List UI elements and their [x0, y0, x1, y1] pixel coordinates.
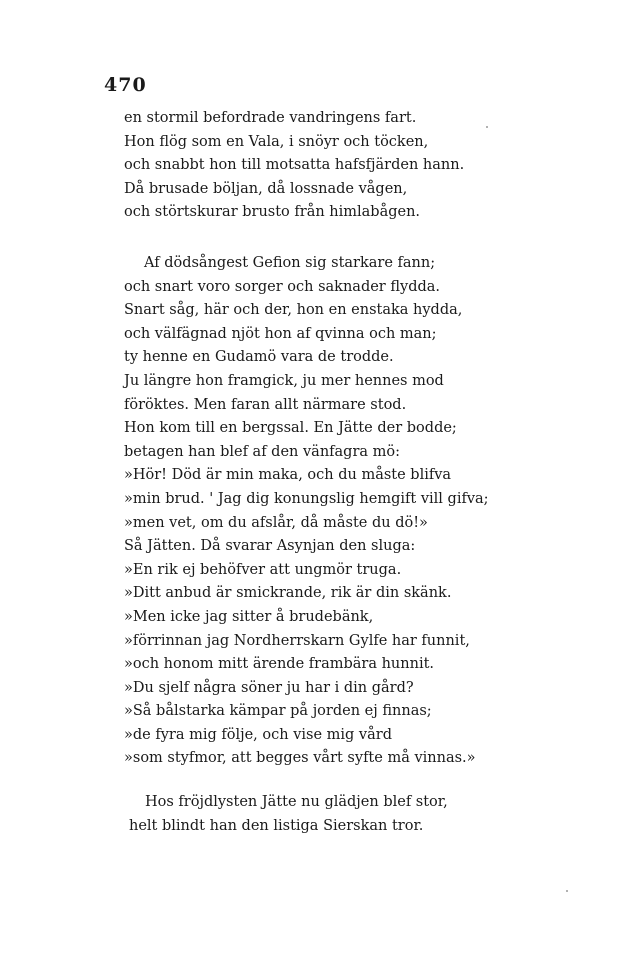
verse-line: en stormil befordrade vandringens fart.	[124, 110, 417, 126]
verse-line: »Men icke jag sitter å brudebänk,	[124, 608, 374, 625]
verse-line: och snabbt hon till motsatta hafsfjärden hann.	[124, 157, 465, 174]
verse-line: »Hör! Död är min maka, och du måste blifva	[124, 467, 452, 484]
stanza-3	[131, 791, 448, 838]
paper-speck	[486, 126, 488, 128]
verse-line: »Du sjelf några söner ju har i din gård?	[124, 679, 414, 696]
verse-line: Då brusade böljan, då lossnade vågen,	[124, 180, 408, 197]
paper-speck	[566, 890, 568, 892]
verse-line: Hon kom till en bergssal. En Jätte der bodde;	[124, 420, 457, 437]
verse-line: Så Jätten. Då svarar Asynjan den sluga:	[124, 538, 416, 555]
verse-line: föröktes. Men faran allt närmare stod.	[124, 396, 407, 413]
verse-line: »En rik ej behöfver att ungmör truga.	[124, 561, 402, 578]
verse-line: Hon flög som en Vala, i snöyr och töcken,	[124, 133, 429, 150]
verse-line: och välfägnad njöt hon af qvinna och man;	[124, 325, 437, 342]
stanza-1	[124, 107, 464, 225]
verse-line: »som styfmor, att begges vårt syfte må vinnas.»	[124, 750, 476, 767]
page-number: 470	[104, 74, 147, 96]
verse-line: betagen han blef af den vänfagra mö:	[124, 443, 401, 460]
verse-line: »förrinnan jag Nordherrskarn Gylfe har funnit,	[124, 632, 470, 649]
verse-line: »de fyra mig följe, och vise mig vård	[124, 726, 392, 743]
verse-line: Hos fröjdlysten Jätte nu glädjen blef stor,	[145, 794, 448, 810]
verse-line: »min brud. ' Jag dig konungslig hemgift vill gifva;	[124, 490, 489, 507]
verse-line: »och honom mitt ärende frambära hunnit.	[124, 656, 435, 673]
stanza-2	[124, 252, 489, 771]
verse-line: Ju längre hon framgick, ju mer hennes mod	[124, 372, 444, 389]
verse-line: och störtskurar brusto från himlabågen.	[124, 204, 421, 221]
verse-line: »Så bålstarka kämpar på jorden ej finnas;	[124, 703, 432, 720]
verse-line: och snart voro sorger och saknader flydda.	[124, 278, 441, 295]
verse-line: Af dödsångest Gefion sig starkare fann;	[144, 255, 436, 271]
verse-line: Snart såg, här och der, hon en enstaka hydda,	[124, 302, 463, 319]
verse-line: helt blindt han den listiga Sierskan tror.	[129, 817, 424, 834]
verse-line: »men vet, om du afslår, då måste du dö!»	[124, 514, 428, 531]
verse-line: ty henne en Gudamö vara de trodde.	[124, 349, 394, 366]
verse-line: »Ditt anbud är smickrande, rik är din skänk.	[124, 585, 452, 602]
